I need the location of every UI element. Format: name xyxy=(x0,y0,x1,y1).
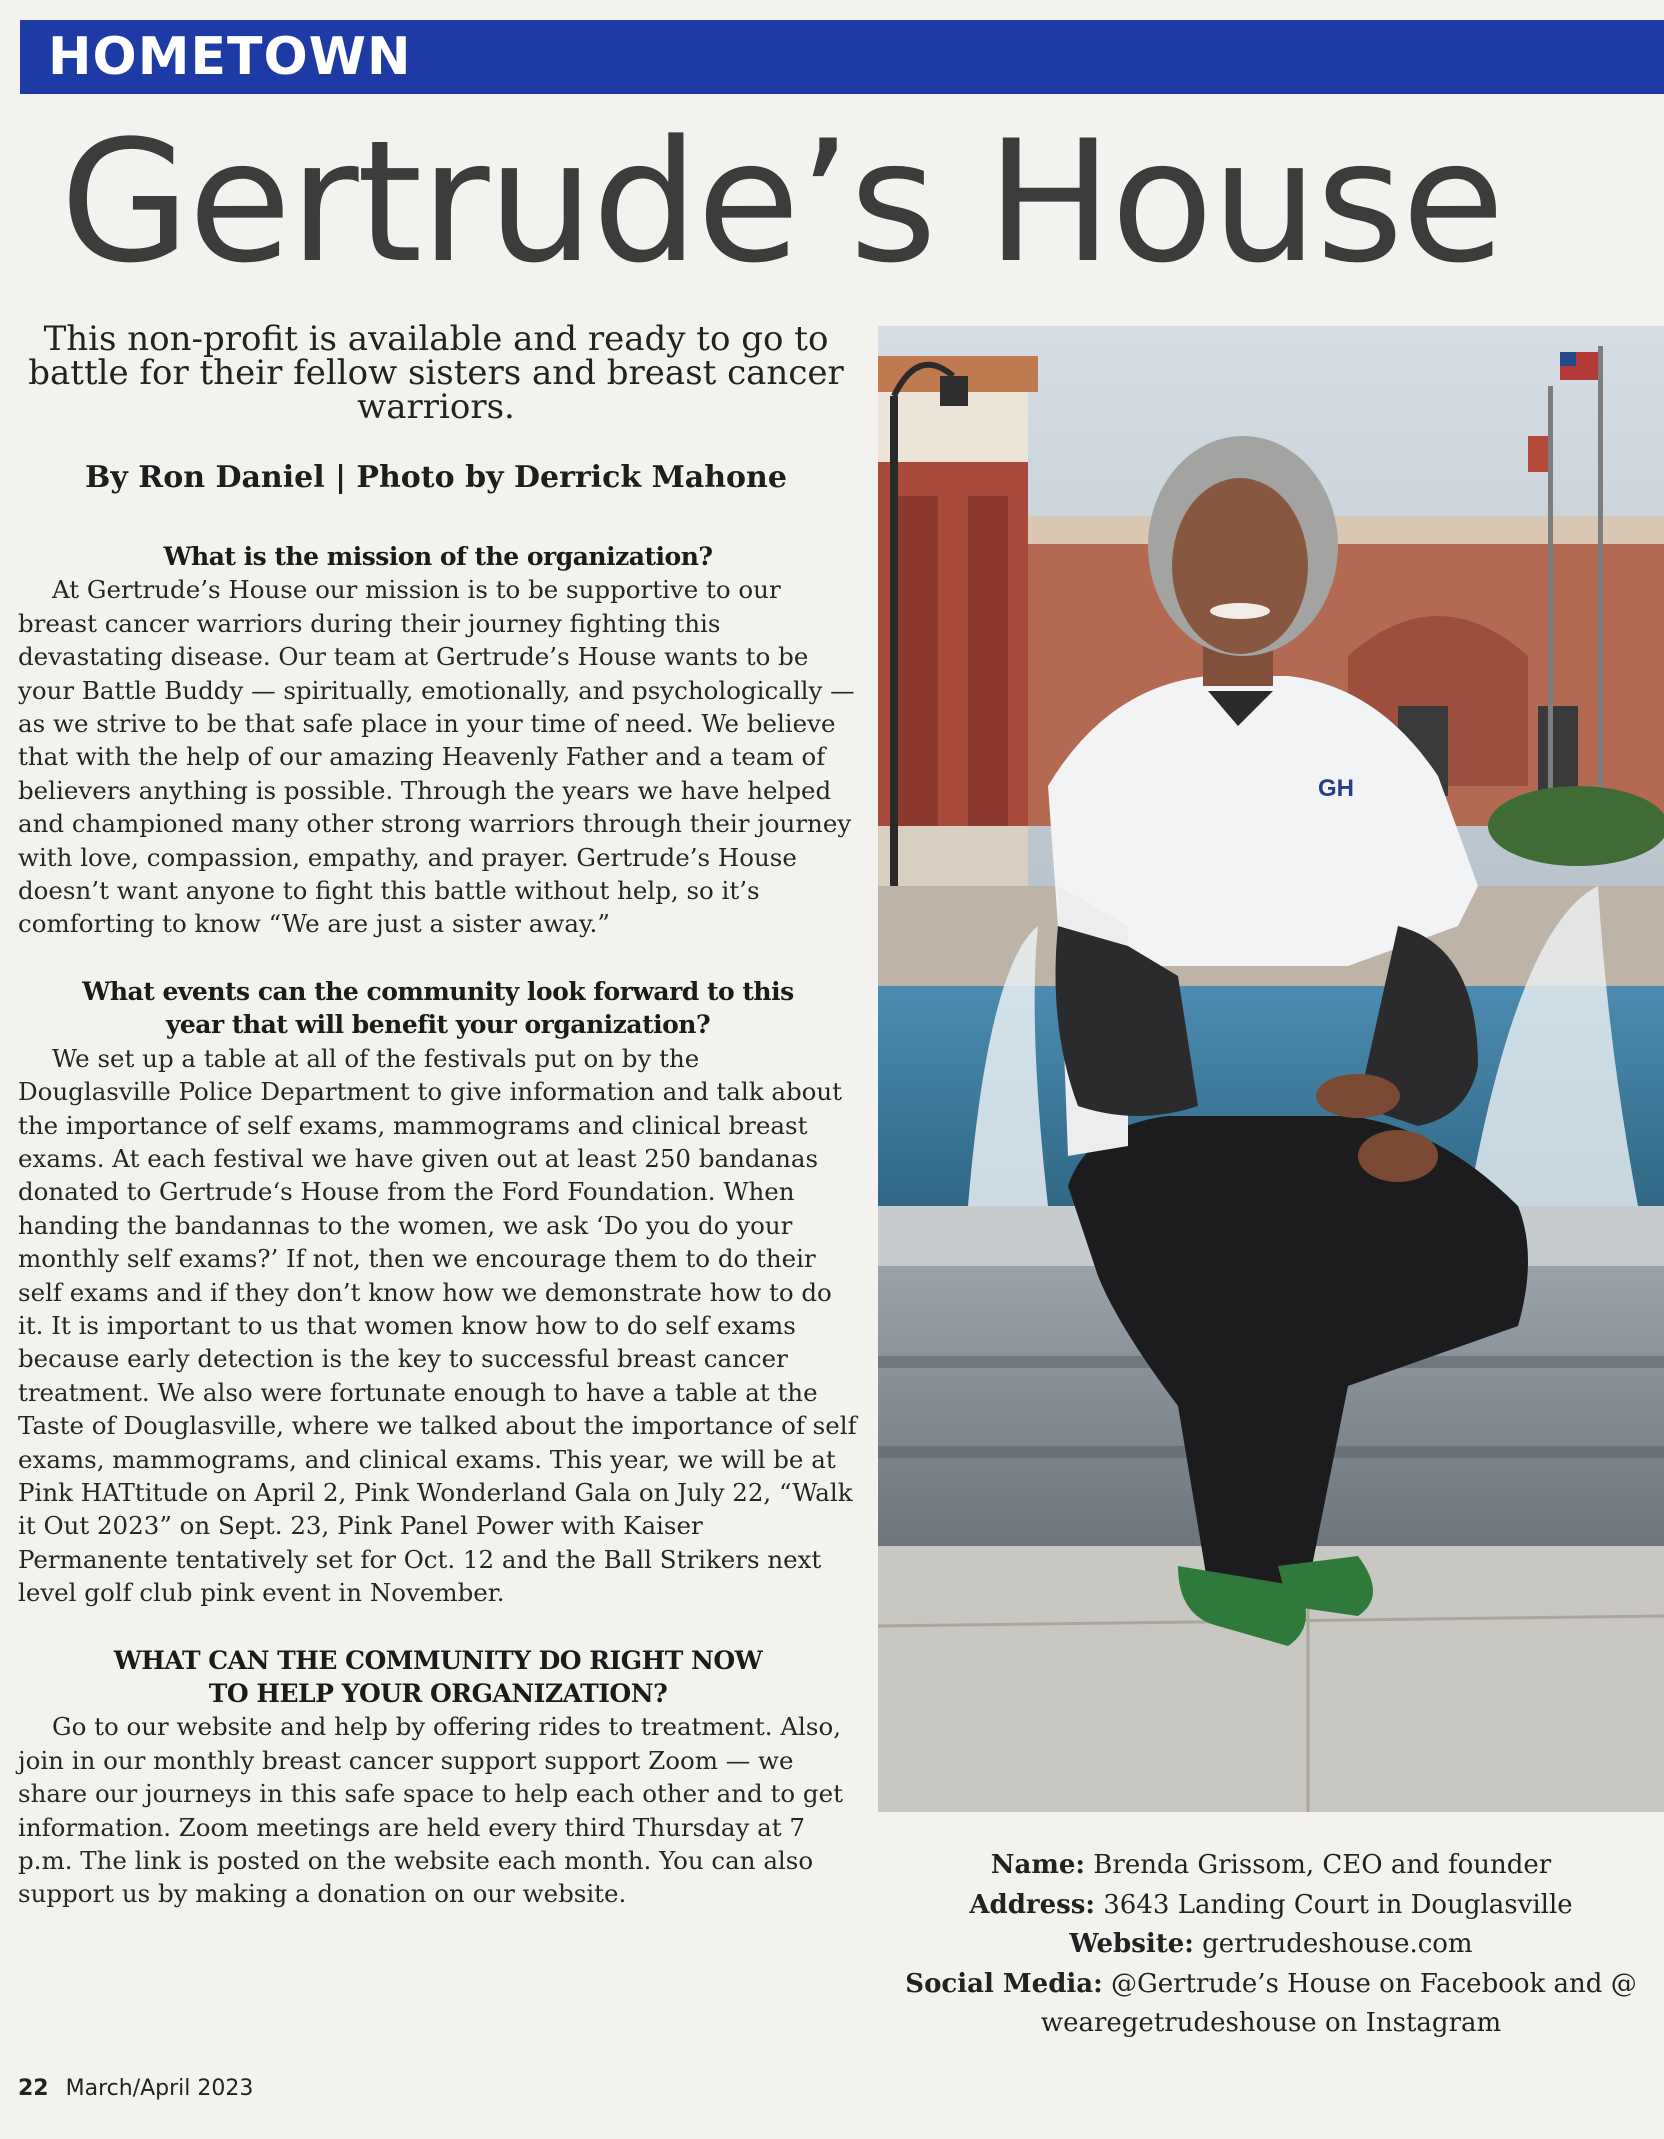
article-column xyxy=(18,540,858,1911)
social-value-1: @Gertrude’s House on Facebook and @ xyxy=(1111,1968,1637,1999)
page-footer xyxy=(18,2076,253,2101)
section-band xyxy=(20,20,1664,94)
page-number: 22 xyxy=(18,2076,49,2101)
deck: This non-profit is available and ready to go to battle for their fellow sisters and breast cancer warriors. xyxy=(28,319,844,427)
question-mission: What is the mission of the organization? xyxy=(163,542,713,571)
social-label: Social Media: xyxy=(905,1968,1103,1999)
answer-events: We set up a table at all of the festivals put on by the Douglasville Police Department to give information and talk about the importance of self exams, mammograms and clinical breast exams. At each festival we have given out at least 250 bandanas donated to Gertrude‘s House from the Ford Foundation. When handing the bandannas to the women, we ask ‘Do you do your monthly self exams?’ If not, then we encourage them to do their self exams and if they don’t know how we demonstrate how to do it. It is important to us that women know how to do self exams because early detection is the key to successful breast cancer treatment. We also were fortunate enough to have a table at the Taste of Douglasville, where we talked about the importance of self exams, mammograms, and clinical exams. This year, we will be at Pink HATtitude on April 2, Pink Wonderland Gala on July 22, “Walk it Out 2023” on Sept. 23, Pink Panel Power with Kaiser Permanente tentatively set for Oct. 12 and the Ball Strikers next level golf club pink event in November. xyxy=(18,1043,857,1608)
issue-date: March/April 2023 xyxy=(65,2076,254,2101)
question-help: WHAT CAN THE COMMUNITY DO RIGHT NOW TO HELP YOUR ORGANIZATION? xyxy=(113,1645,763,1708)
info-box xyxy=(878,1846,1664,2044)
address-value: 3643 Landing Court in Douglasville xyxy=(1103,1889,1573,1920)
photo-illustration xyxy=(878,326,1664,1812)
name-label: Name: xyxy=(990,1850,1086,1880)
answer-mission: At Gertrude’s House our mission is to be supportive to our breast cancer warriors during their journey fighting this devastating disease. Our team at Gertrude’s House wants to be your Battle Buddy — spiritually, emotionally, and psychologically — as we strive to be that safe place in your time of need. We believe that with the help of our amazing Heavenly Father and a team of believers anything is possible. Through the years we have helped and championed many other strong warriors through their journey with love, compassion, empathy, and prayer. Gertrude’s House doesn’t want anyone to fight this battle without help, so it’s comforting to know “We are just a sister away.” xyxy=(18,575,855,939)
address-label: Address: xyxy=(969,1889,1095,1920)
shirt-logo: GH xyxy=(1318,775,1354,802)
headline: Gertrude’s House xyxy=(60,104,1503,300)
answer-help: Go to our website and help by offering rides to treatment. Also, join in our monthly breast cancer support support Zoom — we share our journeys in this safe space to help each other and to get information. Zoom meetings are held every third Thursday at 7 p.m. The link is posted on the website each month. You can also support us by making a donation on our website. xyxy=(18,1712,843,1909)
website-label: Website: xyxy=(1069,1929,1194,1959)
social-value-2: wearegetrudeshouse on Instagram xyxy=(1040,2008,1502,2038)
info-website xyxy=(878,1925,1664,1965)
info-social-continued xyxy=(878,2004,1664,2044)
info-address xyxy=(878,1886,1664,1926)
info-social xyxy=(878,1965,1664,2005)
byline: By Ron Daniel | Photo by Derrick Mahone xyxy=(85,460,787,495)
feature-photo xyxy=(878,326,1664,1812)
website-value: gertrudeshouse.com xyxy=(1202,1929,1473,1959)
question-events: What events can the community look forward to this year that will benefit your organization? xyxy=(82,976,794,1040)
info-name xyxy=(878,1846,1664,1886)
name-value: Brenda Grissom, CEO and founder xyxy=(1093,1850,1552,1880)
section-label: HOMETOWN xyxy=(48,27,412,87)
